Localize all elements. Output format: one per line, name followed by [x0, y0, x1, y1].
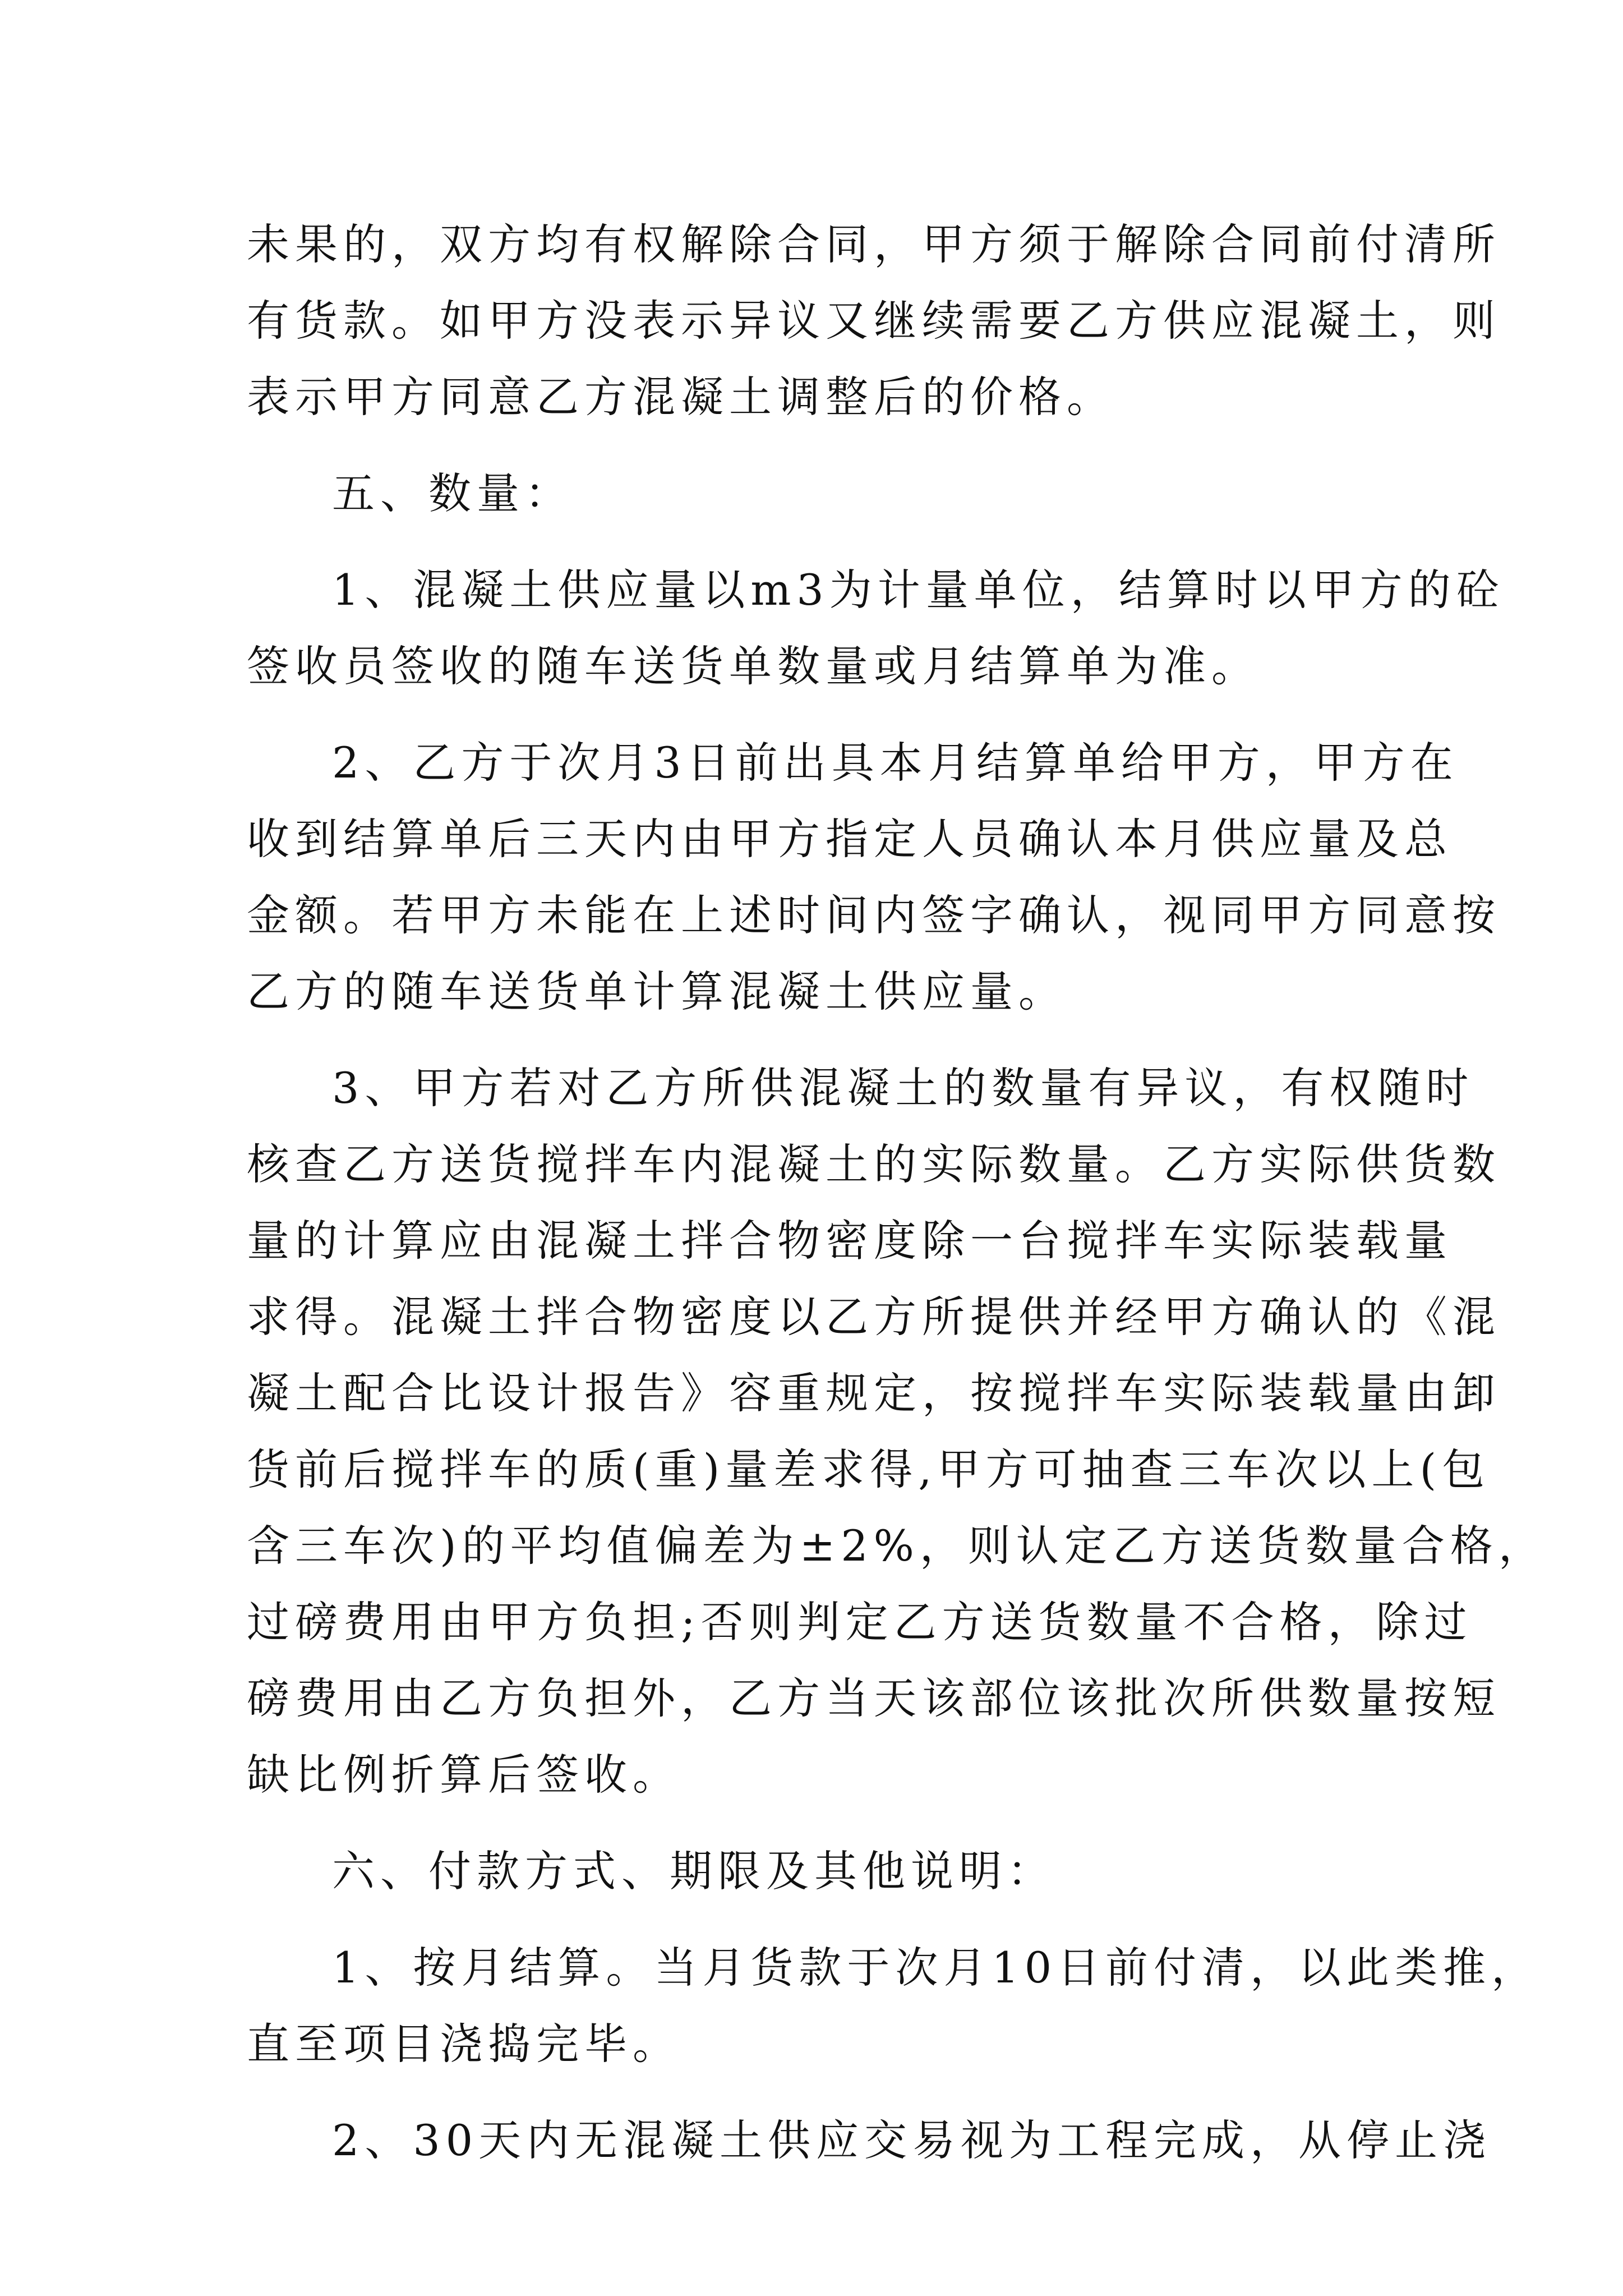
text-line: 1、混凝土供应量以m3为计量单位，结算时以甲方的砼: [332, 565, 1505, 615]
text-line: 3、甲方若对乙方所供混凝土的数量有异议，有权随时: [332, 1063, 1474, 1113]
text-line: 直至项目浇捣完毕。: [247, 2019, 681, 2069]
text-line: 缺比例折算后签收。: [247, 1750, 681, 1800]
contract-body: [247, 206, 1547, 2179]
text-line: 磅费用由乙方负担外，乙方当天该部位该批次所供数量按短: [247, 1673, 1501, 1723]
text-line: 金额。若甲方未能在上述时间内签字确认，视同甲方同意按: [247, 890, 1501, 940]
text-line: 2、乙方于次月3日前出具本月结算单给甲方，甲方在: [332, 738, 1459, 788]
text-line: 凝土配合比设计报告》容重规定，按搅拌车实际装载量由卸: [247, 1368, 1501, 1418]
text-line: 表示甲方同意乙方混凝土调整后的价格。: [247, 372, 1115, 422]
section-heading-quantity: 五、数量：: [332, 468, 573, 518]
text-line: 含三车次)的平均值偏差为±2%，则认定乙方送货数量合格，: [247, 1521, 1547, 1571]
section-heading-payment: 六、付款方式、期限及其他说明：: [332, 1846, 1055, 1896]
text-line: 未果的，双方均有权解除合同，甲方须于解除合同前付清所: [247, 219, 1501, 269]
text-line: 有货款。如甲方没表示异议又继续需要乙方供应混凝土，则: [247, 296, 1501, 346]
text-line: 货前后搅拌车的质(重)量差求得,甲方可抽查三车次以上(包: [247, 1444, 1491, 1494]
text-line: 1、按月结算。当月货款于次月10日前付清，以此类推，: [332, 1943, 1540, 1993]
text-line: 2、30天内无混凝土供应交易视为工程完成，从停止浇: [332, 2115, 1492, 2165]
text-line: 乙方的随车送货单计算混凝土供应量。: [247, 967, 1067, 1016]
text-line: 收到结算单后三天内由甲方指定人员确认本月供应量及总: [247, 814, 1453, 864]
text-line: 求得。混凝土拌合物密度以乙方所提供并经甲方确认的《混: [247, 1292, 1501, 1342]
text-line: 过磅费用由甲方负担;否则判定乙方送货数量不合格，除过: [247, 1597, 1473, 1647]
text-line: 签收员签收的随车送货单数量或月结算单为准。: [247, 641, 1260, 691]
text-line: 量的计算应由混凝土拌合物密度除一台搅拌车实际装载量: [247, 1216, 1453, 1266]
text-line: 核查乙方送货搅拌车内混凝土的实际数量。乙方实际供货数: [247, 1139, 1501, 1189]
